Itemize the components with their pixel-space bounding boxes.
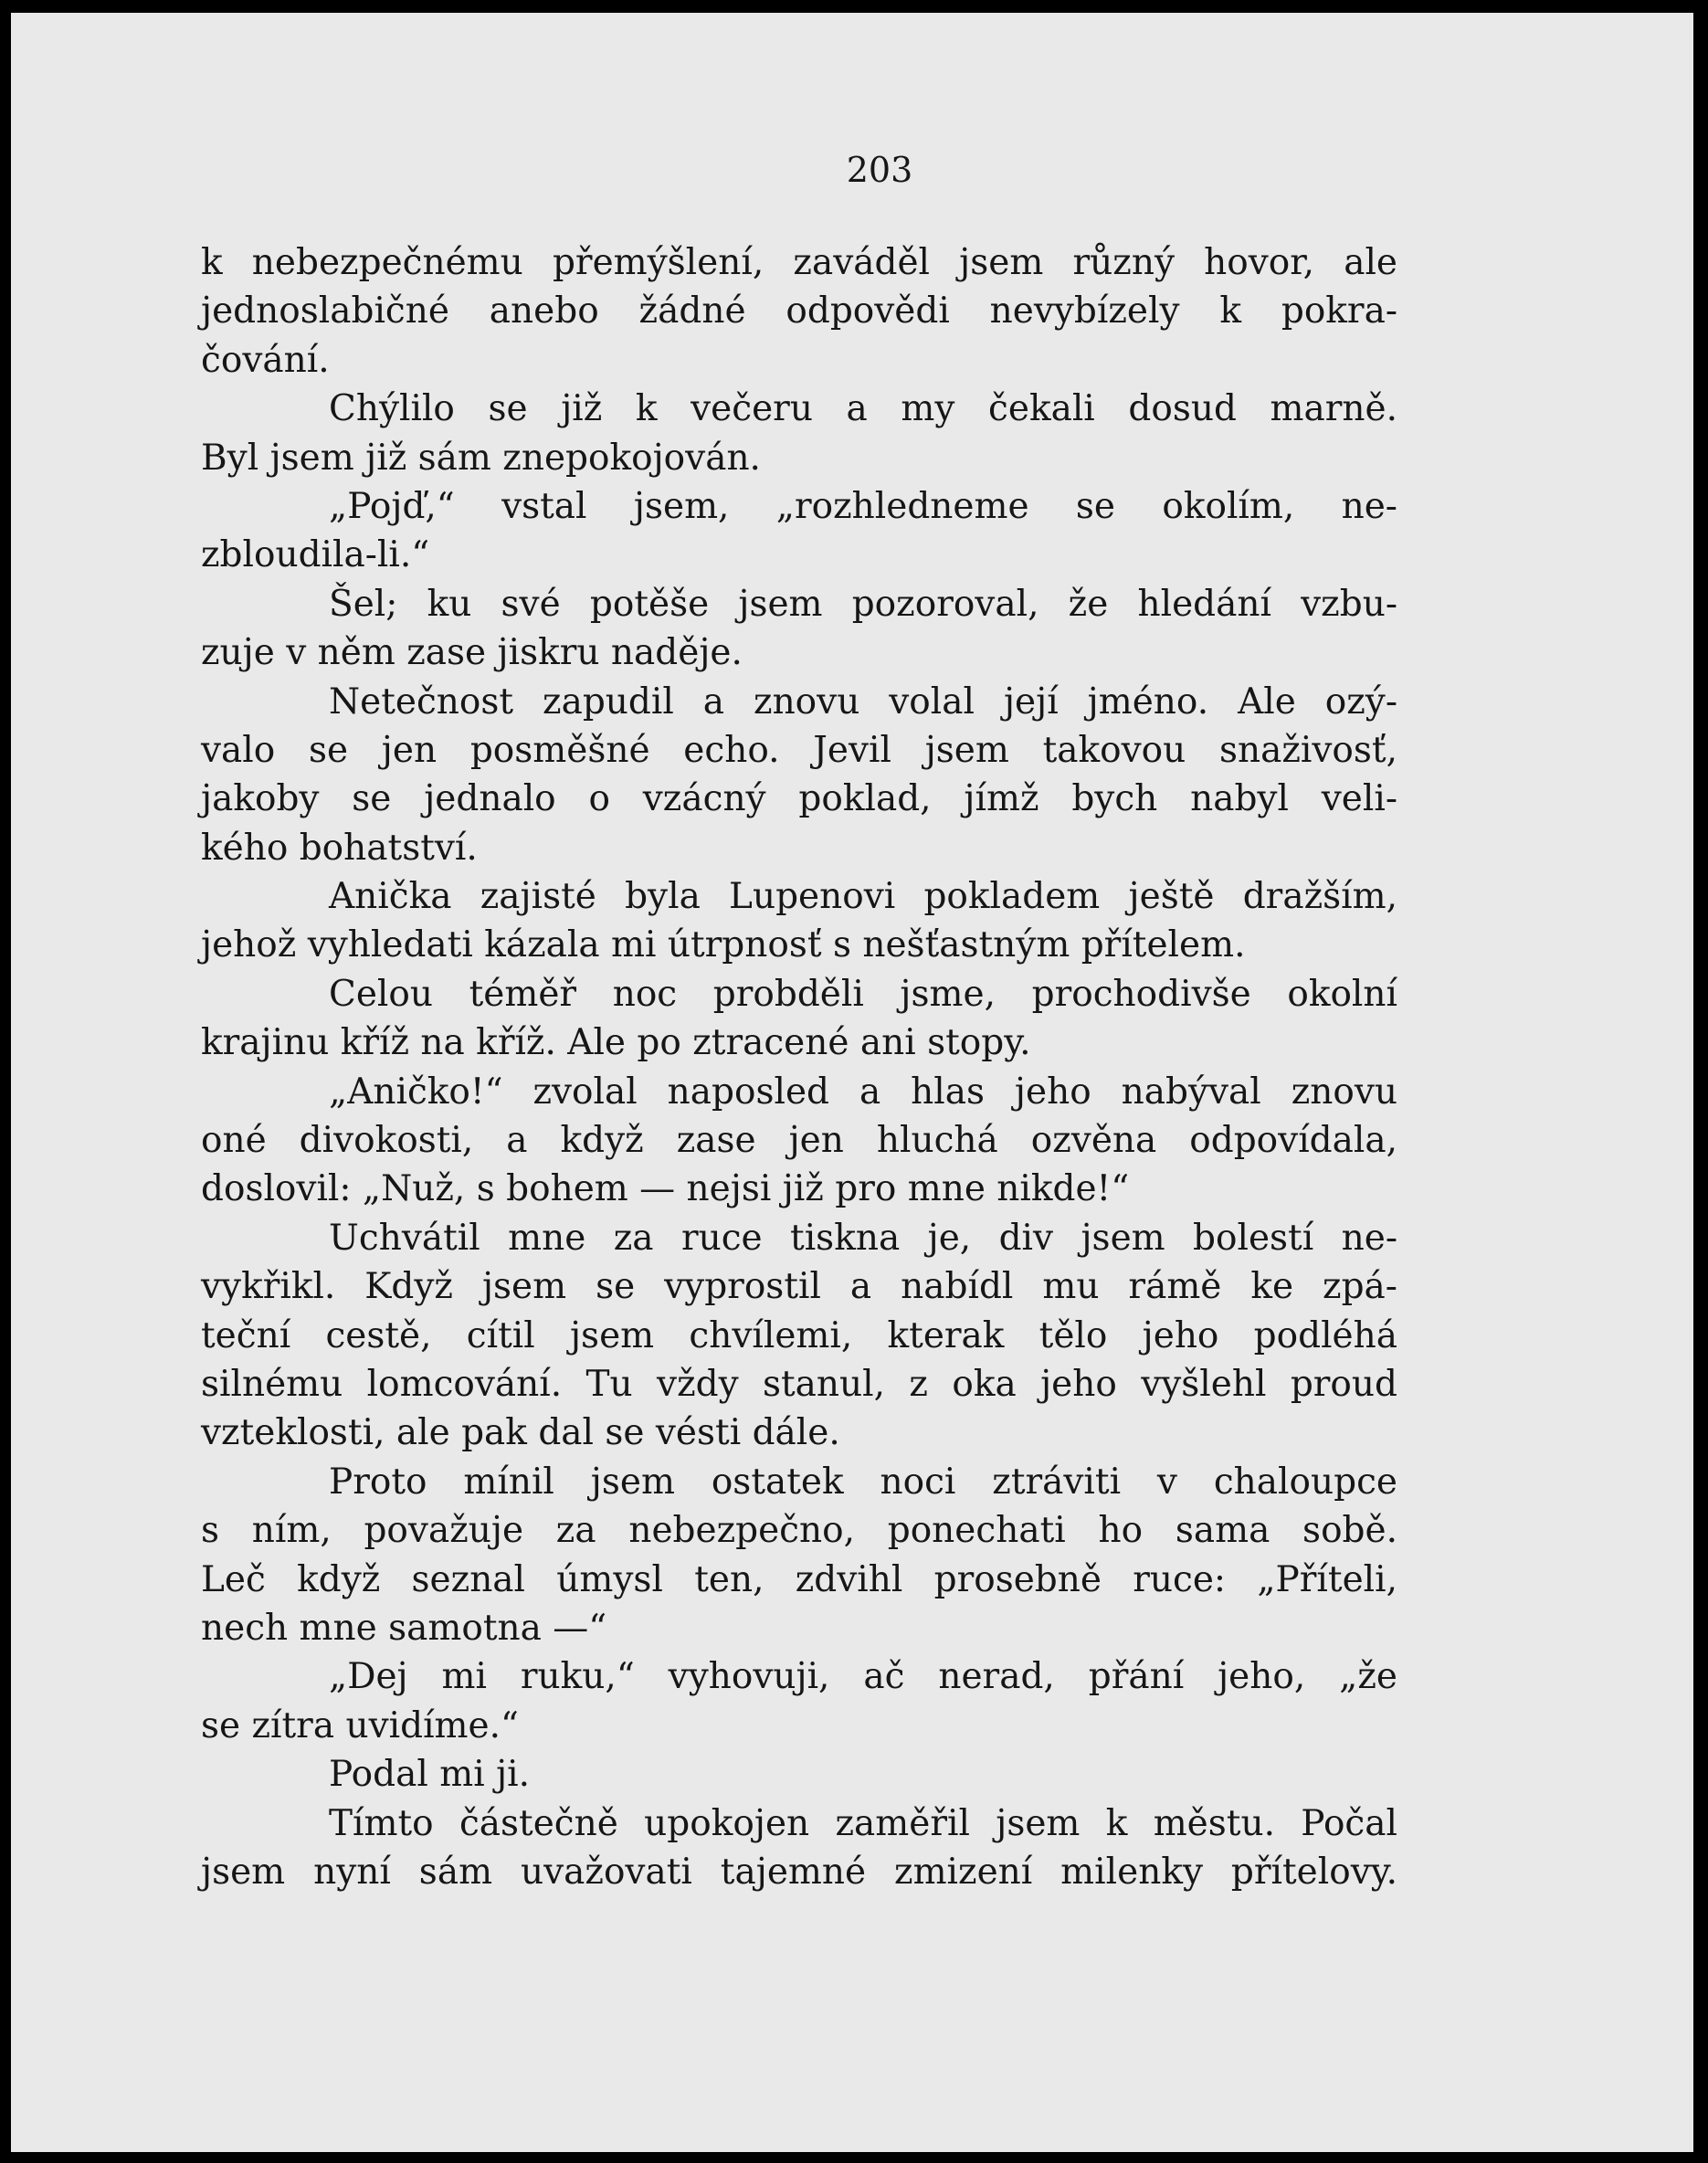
text-line: teční cestě, cítil jsem chvílemi, kterak tělo jeho podléhá <box>201 1314 1397 1356</box>
text-line: „Dej mi ruku,“ vyhovuji, ač nerad, přání jeho, „že <box>329 1656 1397 1698</box>
text-line: Podal mi ji. <box>329 1754 531 1796</box>
text-line: k nebezpečnému přemýšlení, zaváděl jsem různý hovor, ale <box>201 242 1397 283</box>
text-line: vzteklosti, ale pak dal se vésti dále. <box>201 1412 840 1454</box>
text-line: doslovil: „Nuž, s bohem — nejsi již pro mne nikde!“ <box>201 1168 1130 1210</box>
text-line: jakoby se jednalo o vzácný poklad, jímž bych nabyl veli- <box>201 778 1397 820</box>
text-line: čování. <box>201 339 330 381</box>
text-line: „Pojď,“ vstal jsem, „rozhledneme se okolím, ne- <box>329 485 1397 527</box>
text-line: jehož vyhledati kázala mi útrpnosť s nešťastným přítelem. <box>201 924 1246 966</box>
body-text <box>201 238 1397 1896</box>
text-line: Anička zajisté byla Lupenovi pokladem ještě dražším, <box>329 876 1397 918</box>
text-line: Byl jsem již sám znepokojován. <box>201 437 761 479</box>
text-line: kého bohatství. <box>201 827 478 869</box>
book-page <box>11 13 1693 2152</box>
text-line: jsem nyní sám uvažovati tajemné zmizení milenky přítelovy. <box>201 1851 1397 1893</box>
text-line: Tímto částečně upokojen zaměřil jsem k městu. Počal <box>329 1802 1397 1844</box>
text-line: krajinu kříž na kříž. Ale po ztracené ani stopy. <box>201 1022 1031 1064</box>
text-line: Šel; ku své potěše jsem pozoroval, že hledání vzbu- <box>329 583 1397 625</box>
text-line: silnému lomcování. Tu vždy stanul, z oka jeho vyšlehl proud <box>201 1363 1397 1405</box>
text-line: vykřikl. Když jsem se vyprostil a nabídl mu rámě ke zpá- <box>201 1266 1397 1308</box>
text-line: valo se jen posměšné echo. Jevil jsem takovou snaživosť, <box>201 729 1397 771</box>
text-line: Celou téměř noc probděli jsme, prochodivše okolní <box>329 973 1397 1015</box>
text-line: Netečnost zapudil a znovu volal její jméno. Ale ozý- <box>329 681 1397 723</box>
text-line: zuje v něm zase jiskru naděje. <box>201 632 743 674</box>
page-number: 203 <box>846 150 913 190</box>
text-line: nech mne samotna —“ <box>201 1607 607 1649</box>
text-line: se zítra uvidíme.“ <box>201 1704 519 1746</box>
text-line: s ním, považuje za nebezpečno, ponechati ho sama sobě. <box>201 1510 1397 1552</box>
text-line: „Aničko!“ zvolal naposled a hlas jeho nabýval znovu <box>329 1071 1397 1113</box>
text-line: Uchvátil mne za ruce tiskna je, div jsem bolestí ne- <box>329 1217 1397 1259</box>
text-line: Leč když seznal úmysl ten, zdvihl prosebně ruce: „Příteli, <box>201 1558 1397 1600</box>
text-line: Proto mínil jsem ostatek noci ztráviti v chaloupce <box>329 1461 1397 1503</box>
text-line: zbloudila-li.“ <box>201 534 430 576</box>
text-line: jednoslabičné anebo žádné odpovědi nevybízely k pokra- <box>201 290 1397 332</box>
text-line: oné divokosti, a když zase jen hluchá ozvěna odpovídala, <box>201 1120 1397 1162</box>
text-line: Chýlilo se již k večeru a my čekali dosud marně. <box>329 388 1397 430</box>
